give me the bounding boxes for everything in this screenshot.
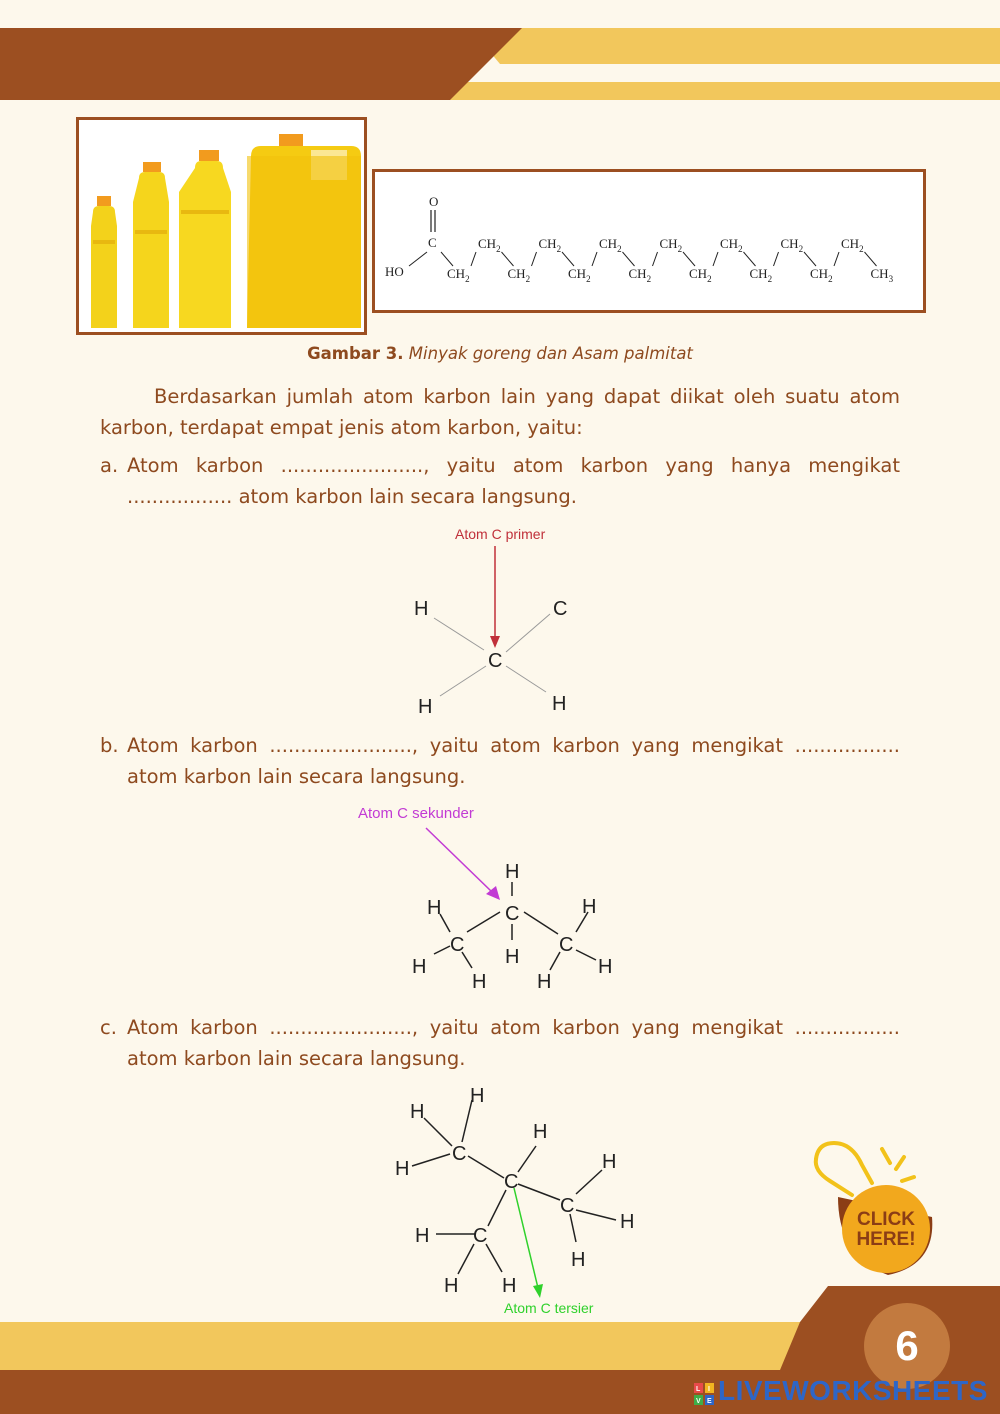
item-a-letter: a.: [100, 454, 119, 477]
chain-upper-group: $CH_2$: [599, 236, 622, 254]
secondary-h-bottom: H: [505, 946, 520, 968]
secondary-h-right: H: [598, 956, 613, 978]
tertiary-h-2: H: [470, 1085, 485, 1107]
header-decoration: [0, 0, 1000, 105]
tertiary-right-carbon: C: [560, 1195, 575, 1217]
chain-upper-group: $CH_2$: [720, 236, 743, 254]
intro-paragraph: Berdasarkan jumlah atom karbon lain yang dapat diikat oleh suatu atom karbon, terdapat empat jenis atom karbon, yaitu:: [100, 385, 900, 439]
liveworksheets-brand[interactable]: [694, 1374, 994, 1408]
page-number: 6: [864, 1303, 950, 1389]
figure-caption: [0, 344, 1000, 363]
tertiary-bottom-carbon: C: [473, 1225, 488, 1247]
tertiary-h-7: H: [571, 1249, 586, 1271]
tertiary-carbon-label: Atom C tersier: [504, 1300, 594, 1316]
chain-upper-group: $CH_2$: [478, 236, 501, 254]
click-line2: HERE!: [856, 1229, 916, 1250]
tertiary-h-3: H: [395, 1158, 410, 1180]
chain-upper-group: $CH_2$: [538, 236, 562, 254]
secondary-center-carbon: C: [505, 903, 520, 925]
secondary-h-right-bottom: H: [537, 971, 552, 993]
secondary-left-carbon: C: [450, 934, 465, 956]
primary-atom-h3: H: [552, 693, 567, 715]
caption-text: Minyak goreng dan Asam palmitat: [408, 344, 693, 363]
liveworksheets-logo-icon: [694, 1380, 714, 1405]
secondary-carbon-label: Atom C sekunder: [358, 805, 474, 822]
secondary-carbon-diagram: [350, 800, 630, 1000]
svg-text:L: L: [696, 1386, 701, 1393]
tertiary-h-9: H: [444, 1275, 459, 1297]
svg-text:E: E: [707, 1398, 713, 1405]
svg-text:I: I: [708, 1386, 711, 1393]
primary-atom-h1: H: [414, 598, 429, 620]
carboxyl-carbon: C: [428, 235, 437, 250]
secondary-h-top: H: [505, 861, 520, 883]
secondary-h-left-bottom: H: [472, 971, 487, 993]
chain-lower-group: $CH_2$: [568, 266, 591, 284]
secondary-right-carbon: C: [559, 934, 574, 956]
carbonyl-oxygen: O: [429, 194, 439, 209]
click-line1: CLICK: [856, 1209, 916, 1230]
tertiary-h-1: H: [410, 1101, 425, 1123]
primary-carbon-diagram: [400, 522, 600, 722]
svg-text:V: V: [696, 1398, 702, 1405]
primary-atom-h2: H: [418, 696, 433, 718]
chain-upper-group: $CH_2$: [659, 236, 683, 254]
chain-upper-group: $CH_2$: [841, 236, 864, 254]
secondary-h-left-top: H: [427, 897, 442, 919]
tertiary-h-6: H: [620, 1211, 635, 1233]
tertiary-h-10: H: [502, 1275, 517, 1297]
chain-upper-group: $CH_2$: [780, 236, 804, 254]
cooking-oil-photo: [76, 117, 367, 335]
click-here-button[interactable]: [808, 1137, 938, 1279]
primary-carbon-label: Atom C primer: [455, 526, 546, 542]
chain-lower-group: $CH_2$: [749, 266, 773, 284]
primary-atom-c: C: [553, 598, 568, 620]
chain-lower-group: $CH_2$: [689, 266, 712, 284]
tertiary-center-carbon: C: [504, 1171, 519, 1193]
secondary-h-right-top: H: [582, 896, 597, 918]
caption-label: Gambar 3.: [307, 344, 404, 363]
primary-center-carbon: C: [488, 650, 503, 672]
item-b-letter: b.: [100, 734, 119, 757]
chain-terminal-group: $CH_3$: [870, 266, 894, 284]
item-a-text: Atom karbon ......................., yaitu atom karbon yang hanya mengikat ................. atom karbon lain secara langsung.: [127, 454, 900, 508]
item-c-letter: c.: [100, 1016, 117, 1039]
secondary-h-left: H: [412, 956, 427, 978]
tertiary-top-carbon: C: [452, 1143, 467, 1165]
palmitic-acid-formula: [372, 169, 926, 313]
tertiary-h-8: H: [415, 1225, 430, 1247]
item-c-text: Atom karbon ......................., yaitu atom karbon yang mengikat ................. atom karbon lain secara langsung.: [127, 1016, 900, 1070]
chain-lower-group: $CH_2$: [507, 266, 531, 284]
tertiary-carbon-diagram: [380, 1080, 660, 1320]
hydroxyl-group: HO: [385, 264, 404, 279]
tertiary-h-4: H: [533, 1121, 548, 1143]
chain-lower-group: $CH_2$: [628, 266, 652, 284]
chain-lower-group: $CH_2$: [810, 266, 833, 284]
chain-lower-group: $CH_2$: [447, 266, 470, 284]
tertiary-h-5: H: [602, 1151, 617, 1173]
item-b-text: Atom karbon ......................., yaitu atom karbon yang mengikat ................. atom karbon lain secara langsung.: [127, 734, 900, 788]
liveworksheets-text: LIVEWORKSHEETS: [718, 1375, 988, 1406]
